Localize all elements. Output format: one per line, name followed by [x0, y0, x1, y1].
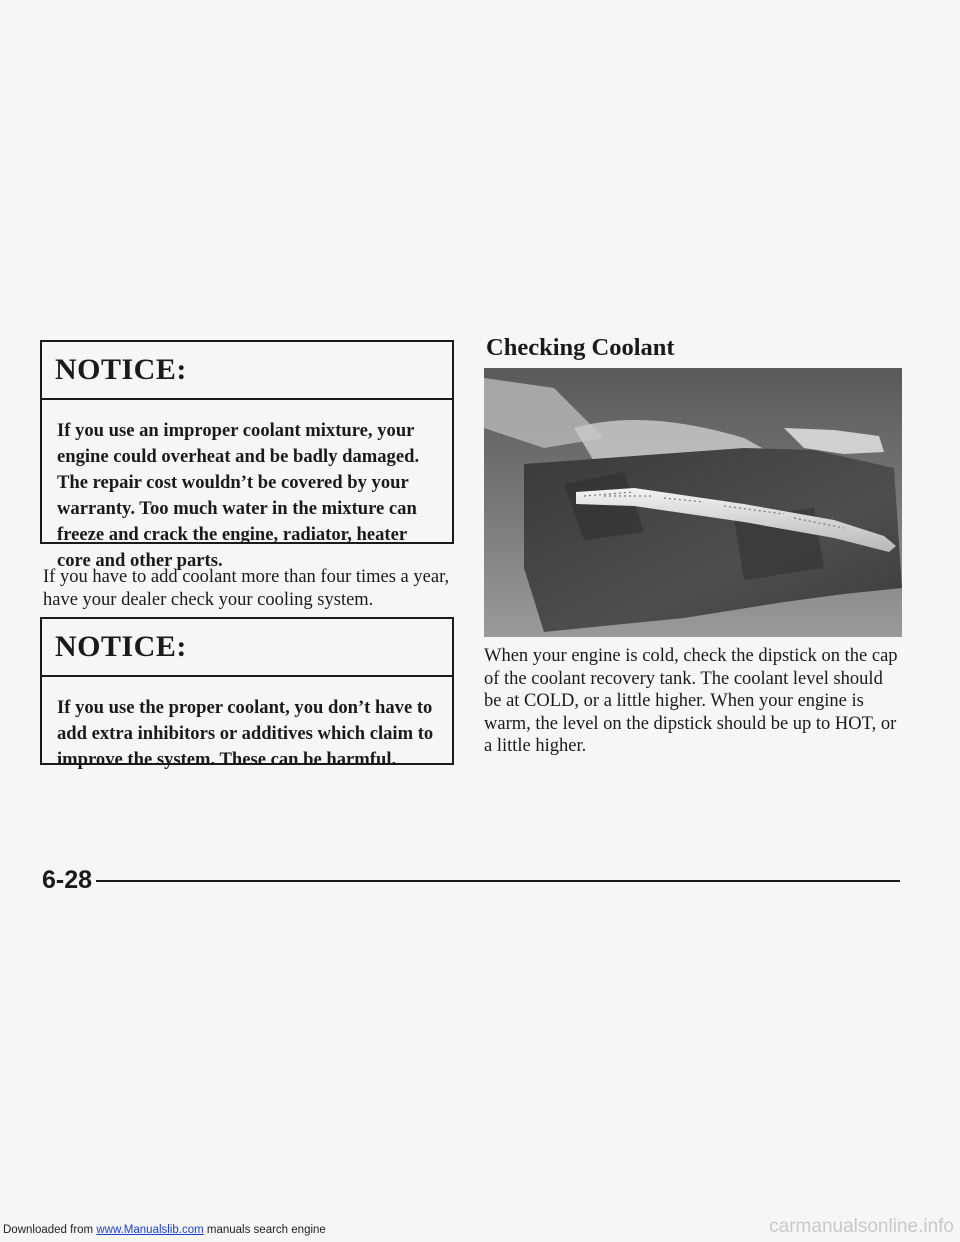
notice-title: NOTICE: — [42, 619, 452, 677]
download-credit — [3, 1224, 326, 1236]
notice-body: If you use an improper coolant mixture, your engine could overheat and be badly damaged. The repair cost wouldn’t be covered by your warranty. Too much water in the mixture can freeze and crack the engine, radiator, heater core and other parts. — [57, 420, 420, 571]
checking-coolant-paragraph: When your engine is cold, check the dipstick on the cap of the coolant recovery tank. The coolant level should be at COLD, or a little higher. When your engine is warm, the level on the dipstick should be up to HOT, or a little higher. — [484, 646, 898, 756]
page-number: 6-28 — [42, 866, 93, 894]
notice-title: NOTICE: — [42, 342, 452, 400]
dipstick-photo — [484, 368, 902, 637]
site-watermark: carmanualsonline.info — [769, 1216, 954, 1237]
notice-box-inhibitors — [40, 617, 454, 770]
section-heading: Checking Coolant — [486, 334, 675, 361]
manualslib-link[interactable]: www.Manualslib.com — [96, 1224, 204, 1236]
coolant-frequency-paragraph: If you have to add coolant more than four times a year, have your dealer check your cooling system. — [43, 567, 450, 610]
credit-suffix: manuals search engine — [203, 1224, 326, 1236]
notice-box-mixture — [40, 340, 454, 571]
footer-rule — [96, 880, 900, 882]
notice-body: If you use the proper coolant, you don’t have to add extra inhibitors or additives which claim to improve the system. These can be harmful. — [57, 697, 434, 770]
credit-prefix: Downloaded from — [3, 1224, 97, 1236]
